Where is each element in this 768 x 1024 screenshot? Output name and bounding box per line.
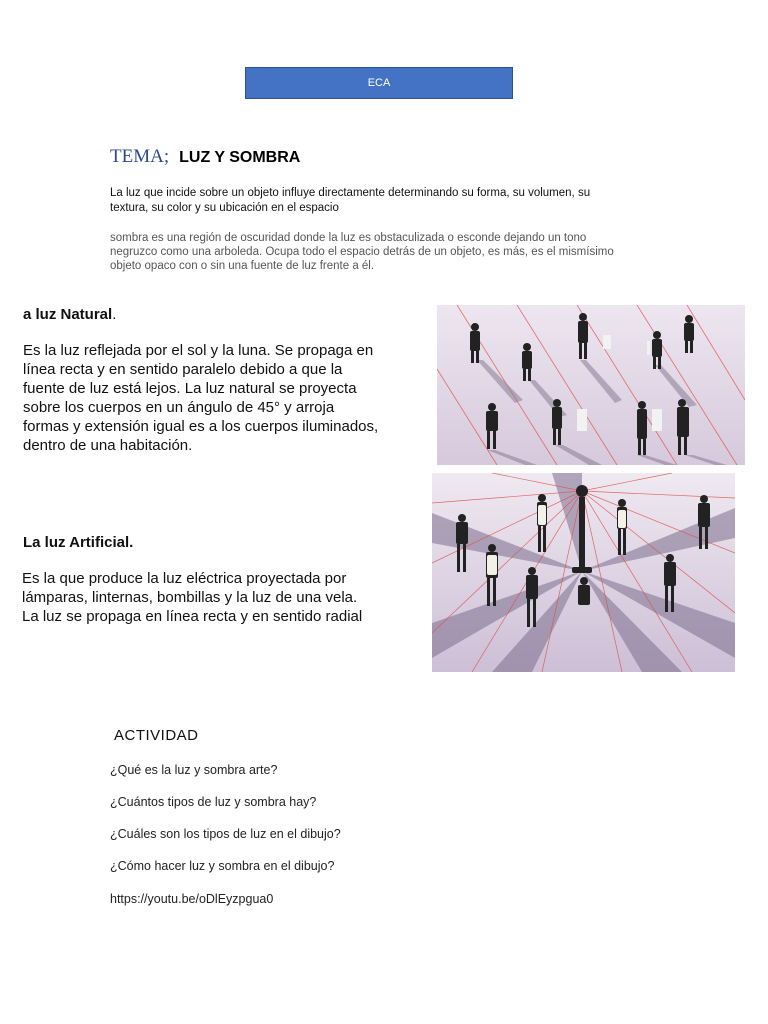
natural-light-illustration — [437, 305, 745, 465]
activity-question: ¿Qué es la luz y sombra arte? — [110, 763, 278, 777]
natural-line: formas y extensión igual es a los cuerpos iluminados, — [23, 418, 379, 435]
video-link[interactable]: https://youtu.be/oDlEyzpgua0 — [110, 892, 274, 906]
artificial-line: lámparas, linternas, bombillas y la luz de una vela. — [22, 589, 358, 606]
topic-label: TEMA; — [110, 146, 170, 167]
intro-line: textura, su color y su ubicación en el espacio — [110, 202, 339, 214]
shadow-line: negruzco como una arboleda. Ocupa todo el espacio detrás de un objeto, es más, es el mismísimo — [110, 246, 614, 258]
intro-line: La luz que incide sobre un objeto influye directamente determinando su forma, su volumen, su — [110, 187, 591, 199]
natural-line: línea recta y en sentido paralelo debido a que la — [23, 361, 343, 378]
natural-light-paragraph — [23, 341, 438, 455]
natural-light-heading-text: a luz Natural — [23, 306, 113, 323]
natural-line: dentro de una habitación. — [23, 437, 193, 454]
header-box-label: ECA — [367, 77, 391, 89]
artificial-light-illustration — [432, 473, 735, 672]
natural-light-heading — [23, 306, 116, 323]
natural-line: sobre los cuerpos en un ángulo de 45° y arroja — [23, 399, 335, 416]
artificial-light-paragraph — [22, 569, 432, 626]
topic-title: LUZ Y SOMBRA — [179, 149, 301, 166]
shadow-line: objeto opaco con o sin una fuente de luz frente a él. — [110, 260, 375, 272]
activity-question: ¿Cómo hacer luz y sombra en el dibujo? — [110, 859, 335, 873]
artificial-line: La luz se propaga en línea recta y en sentido radial — [22, 608, 363, 625]
activity-title: ACTIVIDAD — [114, 727, 199, 744]
shadow-definition — [110, 231, 680, 273]
activity-question: ¿Cuáles son los tipos de luz en el dibujo? — [110, 827, 341, 841]
shadow-line: sombra es una región de oscuridad donde la luz es obstaculizada o esconde dejando un tono — [110, 232, 587, 244]
artificial-light-heading: La luz Artificial. — [23, 534, 134, 551]
artificial-line: Es la que produce la luz eléctrica proyectada por — [22, 570, 347, 587]
natural-line: fuente de luz está lejos. La luz natural se proyecta — [23, 380, 357, 397]
header-box — [245, 67, 513, 99]
topic-heading — [110, 146, 300, 168]
activity-question: ¿Cuántos tipos de luz y sombra hay? — [110, 795, 317, 809]
natural-line: Es la luz reflejada por el sol y la luna. Se propaga en — [23, 342, 374, 359]
intro-paragraph — [110, 186, 670, 216]
natural-light-heading-period: . — [112, 306, 117, 323]
